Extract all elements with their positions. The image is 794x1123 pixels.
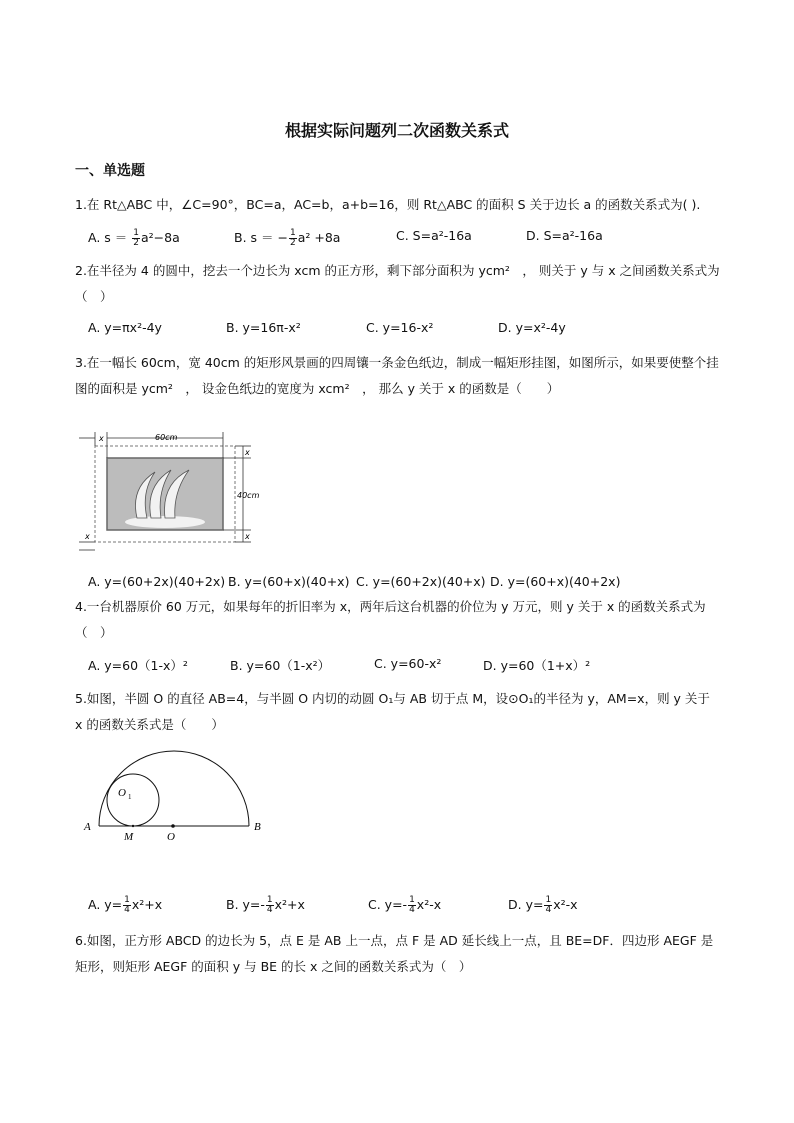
fig-label-x-right: x [245,448,250,457]
q2-option-a[interactable]: A. y=πx²-4y [88,320,162,335]
q3-option-a[interactable]: A. y=(60+2x)(40+2x) [88,574,226,589]
q3-option-b[interactable]: B. y=(60+x)(40+x) [228,574,350,589]
q1-option-b[interactable]: B. s ＝ − $\frac{1}{2}$ a² +8a [234,228,341,248]
semicircle-figure [78,744,268,848]
fig-label-a: A [84,821,91,833]
q5-option-a[interactable]: A. y= $\frac{1}{4}$ x²+x [88,895,163,915]
q2-option-d[interactable]: D. y=x²-4y [498,320,566,335]
question-5-stem: 5.如图，半圆 O 的直径 AB=4，与半圆 O 内切的动圆 O₁与 AB 切于点 M，设⊙O₁的半径为 y，AM=x，则 y 关于 x 的函数关系式是（ ） [75,691,710,732]
q2-option-b[interactable]: B. y=16π-x² [226,320,301,335]
q4-option-a[interactable]: A. y=60（1-x）² [88,658,188,673]
fig-label-x-bottom-left: x [85,532,90,541]
page-title: 根据实际问题列二次函数关系式 [284,121,509,140]
fig-label-m: M [124,831,134,843]
fig-label-60cm: 60cm [155,433,178,442]
fig-label-b: B [254,821,261,833]
question-3-options [88,574,728,596]
question-1-stem: 1.在 Rt△ABC 中，∠C=90°，BC=a，AC=b，a+b=16，则 Rt△ABC 的面积 S 关于边长 a 的函数关系式为( ). [75,197,701,212]
q2-option-c[interactable]: C. y=16-x² [366,320,434,335]
picture-frame-figure [75,428,265,560]
fig-label-o1-subscript: 1 [128,793,132,801]
q3-option-d[interactable]: D. y=(60+x)(40+2x) [490,574,621,589]
fig-label-x-top: x [99,434,104,443]
question-2-options [88,320,728,342]
question-1-options [88,228,728,250]
question-3-stem: 3.在一幅长 60cm，宽 40cm 的矩形风景画的四周镶一条金色纸边，制成一幅矩形挂图，如图所示，如果要使整个挂图的面积是 ycm² ， 设金色纸边的宽度为 xcm² ， 那么 y 关于 x 的函数是（ ） [75,355,719,396]
q4-option-c[interactable]: C. y=60-x² [374,656,442,671]
fig-label-x-bottom-right: x [245,532,250,541]
fig-label-o1: O [118,787,126,799]
q5-option-c[interactable]: C. y=- $\frac{1}{4}$ x²-x [368,895,442,915]
section-heading: 一、单选题 [75,163,145,179]
q1-option-a[interactable]: A. s ＝ $\frac{1}{2}$ a²−8a [88,228,180,248]
q3-option-c[interactable]: C. y=(60+2x)(40+x) [356,574,486,589]
question-2-stem: 2.在半径为 4 的圆中，挖去一个边长为 xcm 的正方形，剩下部分面积为 ycm² ， 则关于 y 与 x 之间函数关系式为（ ） [75,263,720,304]
q4-option-b[interactable]: B. y=60（1-x²） [230,658,331,673]
question-6-stem: 6.如图，正方形 ABCD 的边长为 5，点 E 是 AB 上一点，点 F 是 AD 延长线上一点，且 BE=DF．四边形 AEGF 是矩形，则矩形 AEGF 的面积 y 与 BE 的长 x 之间的函数关系式为（ ） [75,933,714,974]
fig-label-o: O [167,831,175,843]
question-4-stem: 4.一台机器原价 60 万元，如果每年的折旧率为 x，两年后这台机器的价位为 y 万元，则 y 关于 x 的函数关系式为（ ） [75,599,706,640]
fig-label-40cm: 40cm [237,491,260,500]
question-5-options [88,896,728,918]
q5-option-b[interactable]: B. y=- $\frac{1}{4}$ x²+x [226,895,305,915]
q1-option-c[interactable]: C. S=a²-16a [396,228,472,243]
question-4-options [88,656,728,678]
q1-option-d[interactable]: D. S=a²-16a [526,228,603,243]
q4-option-d[interactable]: D. y=60（1+x）² [483,658,591,673]
q5-option-d[interactable]: D. y= $\frac{1}{4}$ x²-x [508,895,578,915]
